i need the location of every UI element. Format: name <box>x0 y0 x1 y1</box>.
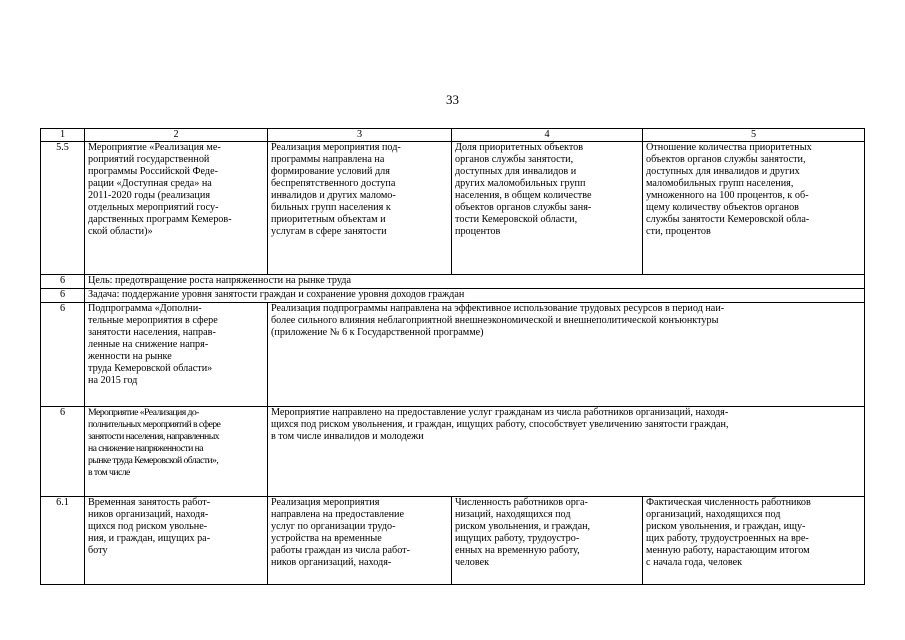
goal-text: Цель: предотвращение роста напряженности на рынке труда <box>85 275 865 289</box>
row-number: 6 <box>41 407 85 497</box>
header-col-3: 3 <box>268 129 452 142</box>
header-col-4: 4 <box>452 129 643 142</box>
subprogram-description: Реализация подпрограммы направлена на эффективное использование трудовых ресурсов в период наи- более сильного влияния неблагоприятной внешнеэкономической и внешнеполитической конъюнктуры (приложение № 6 к Государственной программе) <box>268 303 865 407</box>
row-number: 6.1 <box>41 497 85 585</box>
header-col-2: 2 <box>85 129 268 142</box>
task-text: Задача: поддержание уровня занятости граждан и сохранение уровня доходов граждан <box>85 289 865 303</box>
event-description: Реализация мероприятия под- программы направлена на формирование условий для беспрепятственного доступа инвалидов и других маломо- бильных групп населения к приоритетным объектам и услугам в сфере занятости <box>268 142 452 275</box>
table-row <box>41 407 865 497</box>
table-row <box>41 289 865 303</box>
header-row <box>41 129 865 142</box>
indicator-method: Отношение количества приоритетных объектов органов службы занятости, доступных для инвалидов и других маломобильных групп населения, умноженного на 100 процентов, к об- щему количеству объектов органов службы занятости Кемеровской обла- сти, процентов <box>643 142 865 275</box>
event-description: Реализация мероприятия направлена на предоставление услуг по организации трудо- устройства на временные работы граждан из числа работ- ников организаций, находя- <box>268 497 452 585</box>
row-number: 6 <box>41 303 85 407</box>
indicator-name: Численность работников орга- низаций, находящихся под риском увольнения, и граждан, ищущих работу, трудоустро- енных на временную работу, человек <box>452 497 643 585</box>
table-row <box>41 497 865 585</box>
event-description: Мероприятие направлено на предоставление услуг гражданам из числа работников организаций, находя- щихся под риском увольнения, и граждан, ищущих работу, способствует увеличению занятости граждан, в том числе инвалидов и молодежи <box>268 407 865 497</box>
table-row <box>41 303 865 407</box>
indicator-method: Фактическая численность работников организаций, находящихся под риском увольнения, и граждан, ищу- щих работу, трудоустроенных на вре- менную работу, нарастающим итогом с начала года, человек <box>643 497 865 585</box>
event-name: Мероприятие «Реализация ме- роприятий государственной программы Российской Феде- рации «Доступная среда» на 2011-2020 годы (реализация отдельных мероприятий госу- дарственных программ Кемеров- ской области)» <box>85 142 268 275</box>
indicator-name: Доля приоритетных объектов органов службы занятости, доступных для инвалидов и других маломобильных групп населения, в общем количестве объектов органов службы заня- тости Кемеровской области, процентов <box>452 142 643 275</box>
event-name: Временная занятость работ- ников организаций, находя- щихся под риском увольне- ния, и граждан, ищущих ра- боту <box>85 497 268 585</box>
event-name: Мероприятие «Реализация до- полнительных мероприятий в сфере занятости населения, направленных на снижение напряженности на рынке труда Кемеровской области», в том числе <box>85 407 268 497</box>
header-col-5: 5 <box>643 129 865 142</box>
table-row <box>41 275 865 289</box>
row-number: 6 <box>41 275 85 289</box>
row-number: 6 <box>41 289 85 303</box>
table-row <box>41 142 865 275</box>
header-col-1: 1 <box>41 129 85 142</box>
subprogram-name: Подпрограмма «Дополни- тельные мероприятия в сфере занятости населения, направ- ленные на снижение напря- женности на рынке труда Кемеровской области» на 2015 год <box>85 303 268 407</box>
row-number: 5.5 <box>41 142 85 275</box>
program-table <box>40 128 865 585</box>
page-number: 33 <box>446 92 459 107</box>
